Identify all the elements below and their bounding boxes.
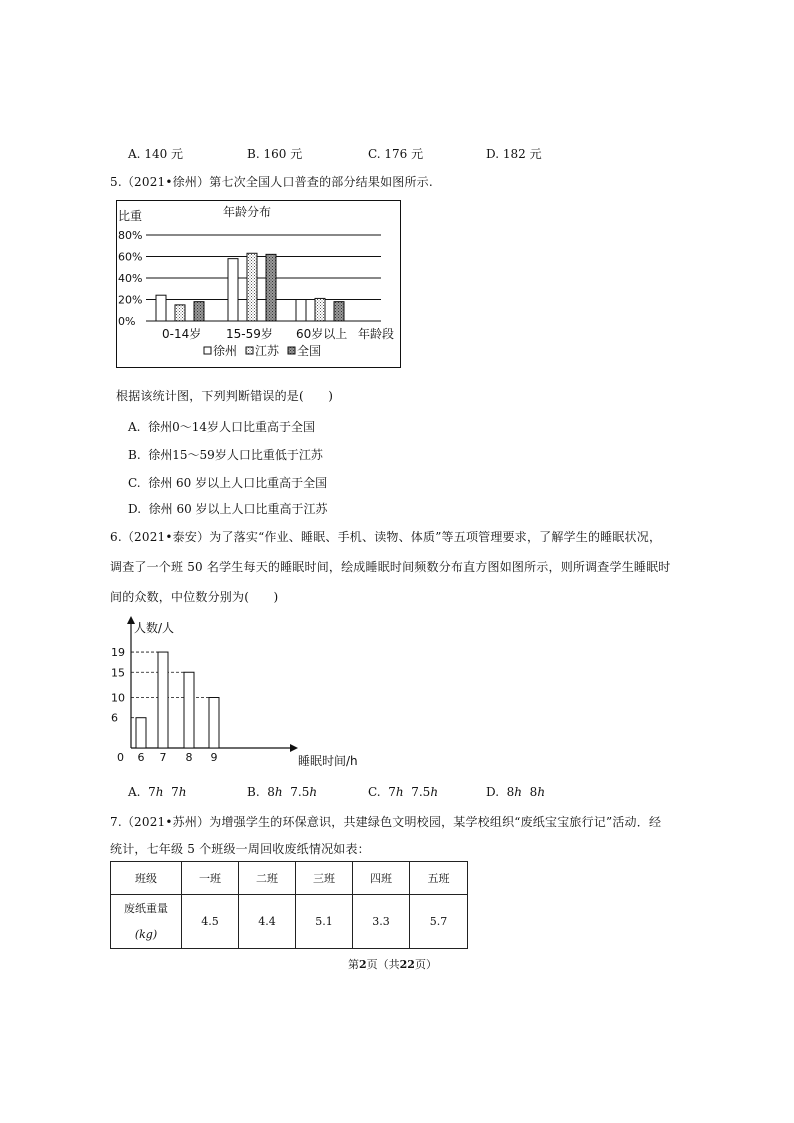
bar — [228, 259, 238, 321]
bar — [209, 698, 219, 749]
q5-option-c — [128, 474, 327, 491]
total-pages: 22 — [399, 958, 415, 971]
bar — [194, 302, 204, 321]
q6-stem-line2: 调查了一个班 50 名学生每天的睡眠时间，绘成睡眠时间频数分布直方图如图所示，则所调查学生睡眠时 — [110, 560, 671, 574]
option-value: 7.5 — [411, 785, 431, 799]
unit: h — [309, 785, 318, 799]
q7-stem-line1: 7.（2021•苏州）为增强学生的环保意识，共建绿色文明校园，某学校组织“废纸宝宝旅行记”活动．经 — [110, 815, 662, 829]
option-text: 徐州0～14岁人口比重高于全国 — [148, 420, 316, 434]
bar — [334, 302, 344, 321]
origin-label: 0 — [117, 751, 124, 764]
page-number: 2 — [359, 958, 367, 971]
option-letter: B. — [128, 448, 141, 462]
y-tick-label: 20% — [118, 293, 143, 307]
option-value: 7.5 — [290, 785, 310, 799]
q4-option-b — [247, 145, 302, 162]
table-header-cell: 一班 — [182, 862, 239, 895]
y-tick-label: 0% — [118, 315, 136, 328]
table-cell: 5.7 — [410, 895, 468, 949]
option-letter: C. — [368, 147, 381, 161]
table-header-cell: 三班 — [296, 862, 353, 895]
y-tick-label: 40% — [118, 272, 143, 285]
y-axis-label: 比重 — [118, 209, 143, 223]
page-footer — [348, 956, 437, 972]
q4-option-c — [368, 145, 423, 162]
x-tick-label: 7 — [159, 751, 167, 764]
x-tick-label: 0-14岁 — [162, 327, 202, 341]
option-text: 176 元 — [384, 147, 424, 161]
table-cell: 4.5 — [182, 895, 239, 949]
legend-label: 全国 — [297, 344, 322, 358]
bar — [184, 672, 194, 748]
row-label-unit: (kg) — [134, 927, 158, 941]
q4-option-d — [486, 145, 542, 162]
chart1-frame — [117, 201, 401, 368]
q4-option-a — [128, 145, 183, 162]
table-cell: 3.3 — [353, 895, 410, 949]
bar — [156, 295, 166, 321]
option-text: 徐州 60 岁以上人口比重高于全国 — [148, 476, 328, 490]
footer-text: 页） — [414, 958, 437, 971]
q7-stem-line2: 统计，七年级 5 个班级一周回收废纸情况如表： — [110, 842, 370, 856]
y-axis-label: 人数/人 — [134, 621, 175, 635]
q5-option-b — [128, 446, 323, 463]
option-letter: D. — [128, 502, 142, 516]
option-text: 182 元 — [502, 147, 542, 161]
y-tick-label: 19 — [111, 646, 125, 660]
option-value: 8 — [267, 785, 275, 799]
option-letter: D. — [486, 147, 500, 161]
footer-text: 第 — [348, 958, 359, 971]
legend-label: 徐州 — [213, 344, 238, 358]
x-tick-label: 60岁以上 — [296, 327, 348, 341]
unit: h — [395, 785, 404, 799]
q6-option-d — [486, 785, 545, 799]
y-tick-label: 10 — [111, 691, 125, 705]
bar — [296, 300, 306, 322]
option-letter: C. — [128, 476, 141, 490]
bar — [247, 253, 257, 321]
sleep-histogram — [108, 615, 358, 775]
unit: h — [537, 785, 546, 799]
q5-option-a — [128, 418, 315, 435]
x-tick-label: 8 — [185, 751, 193, 764]
table-header-row — [111, 862, 468, 895]
option-value: 7 — [171, 785, 179, 799]
bar — [266, 254, 276, 321]
table-cell: 5.1 — [296, 895, 353, 949]
option-value: 8 — [506, 785, 515, 799]
bar — [136, 718, 146, 748]
q5-question: 根据该统计图，下列判断错误的是( ) — [116, 389, 334, 403]
option-value: 8 — [529, 785, 538, 799]
q6-stem-line1: 6.（2021•泰安）为了落实“作业、睡眠、手机、读物、体质”等五项管理要求，了解学生的睡眠状况， — [110, 530, 662, 544]
x-tick-label: 6 — [137, 751, 145, 764]
option-text: 徐州15～59岁人口比重低于江苏 — [148, 448, 323, 462]
chart-title: 年龄分布 — [223, 205, 272, 219]
unit: h — [274, 785, 283, 799]
x-axis-arrow — [290, 744, 298, 752]
table-header-cell: 二班 — [239, 862, 296, 895]
option-letter: A. — [128, 147, 141, 161]
x-tick-label: 15-59岁 — [226, 327, 273, 341]
legend-swatch — [204, 347, 211, 354]
q6-option-c — [368, 785, 438, 799]
table-row-label — [111, 895, 182, 949]
unit: h — [430, 785, 439, 799]
unit: h — [514, 785, 523, 799]
q5-option-d — [128, 500, 328, 517]
q6-option-a — [128, 785, 187, 799]
y-tick-label: 15 — [111, 666, 125, 680]
table-cell: 4.4 — [239, 895, 296, 949]
option-letter: C. — [368, 785, 381, 799]
unit: h — [155, 785, 164, 799]
legend-swatch — [288, 347, 295, 354]
x-axis-label: 睡眠时间/h — [298, 754, 358, 768]
x-axis-label: 年龄段 — [358, 327, 395, 341]
q5-stem: 5.（2021•徐州）第七次全国人口普查的部分结果如图所示. — [110, 175, 433, 189]
option-text: 160 元 — [263, 147, 303, 161]
x-tick-label: 9 — [210, 751, 218, 764]
age-distribution-chart — [116, 200, 401, 368]
legend-swatch — [246, 347, 253, 354]
table-row — [111, 895, 468, 949]
legend-label: 江苏 — [255, 344, 280, 358]
unit: h — [178, 785, 187, 799]
option-letter: B. — [247, 147, 260, 161]
option-value: 7 — [148, 785, 156, 799]
bar — [315, 298, 325, 321]
q6-option-b — [247, 785, 317, 799]
option-letter: A. — [128, 785, 141, 799]
table-header-cell: 班级 — [111, 862, 182, 895]
option-letter: D. — [486, 785, 500, 799]
option-letter: A. — [128, 420, 141, 434]
footer-text: 页（共 — [366, 958, 400, 971]
option-text: 140 元 — [144, 147, 184, 161]
y-tick-label: 60% — [118, 250, 143, 264]
waste-paper-table — [110, 861, 468, 949]
y-tick-label: 80% — [118, 229, 143, 242]
table-header-cell: 四班 — [353, 862, 410, 895]
table-header-cell: 五班 — [410, 862, 468, 895]
q6-stem-line3: 间的众数，中位数分别为( ) — [110, 590, 279, 604]
option-value: 7 — [388, 785, 396, 799]
bar — [175, 305, 185, 321]
option-letter: B. — [247, 785, 260, 799]
row-label-text: 废纸重量 — [124, 901, 168, 915]
option-text: 徐州 60 岁以上人口比重高于江苏 — [148, 502, 328, 516]
bar — [158, 652, 168, 748]
y-tick-label: 6 — [111, 711, 118, 725]
